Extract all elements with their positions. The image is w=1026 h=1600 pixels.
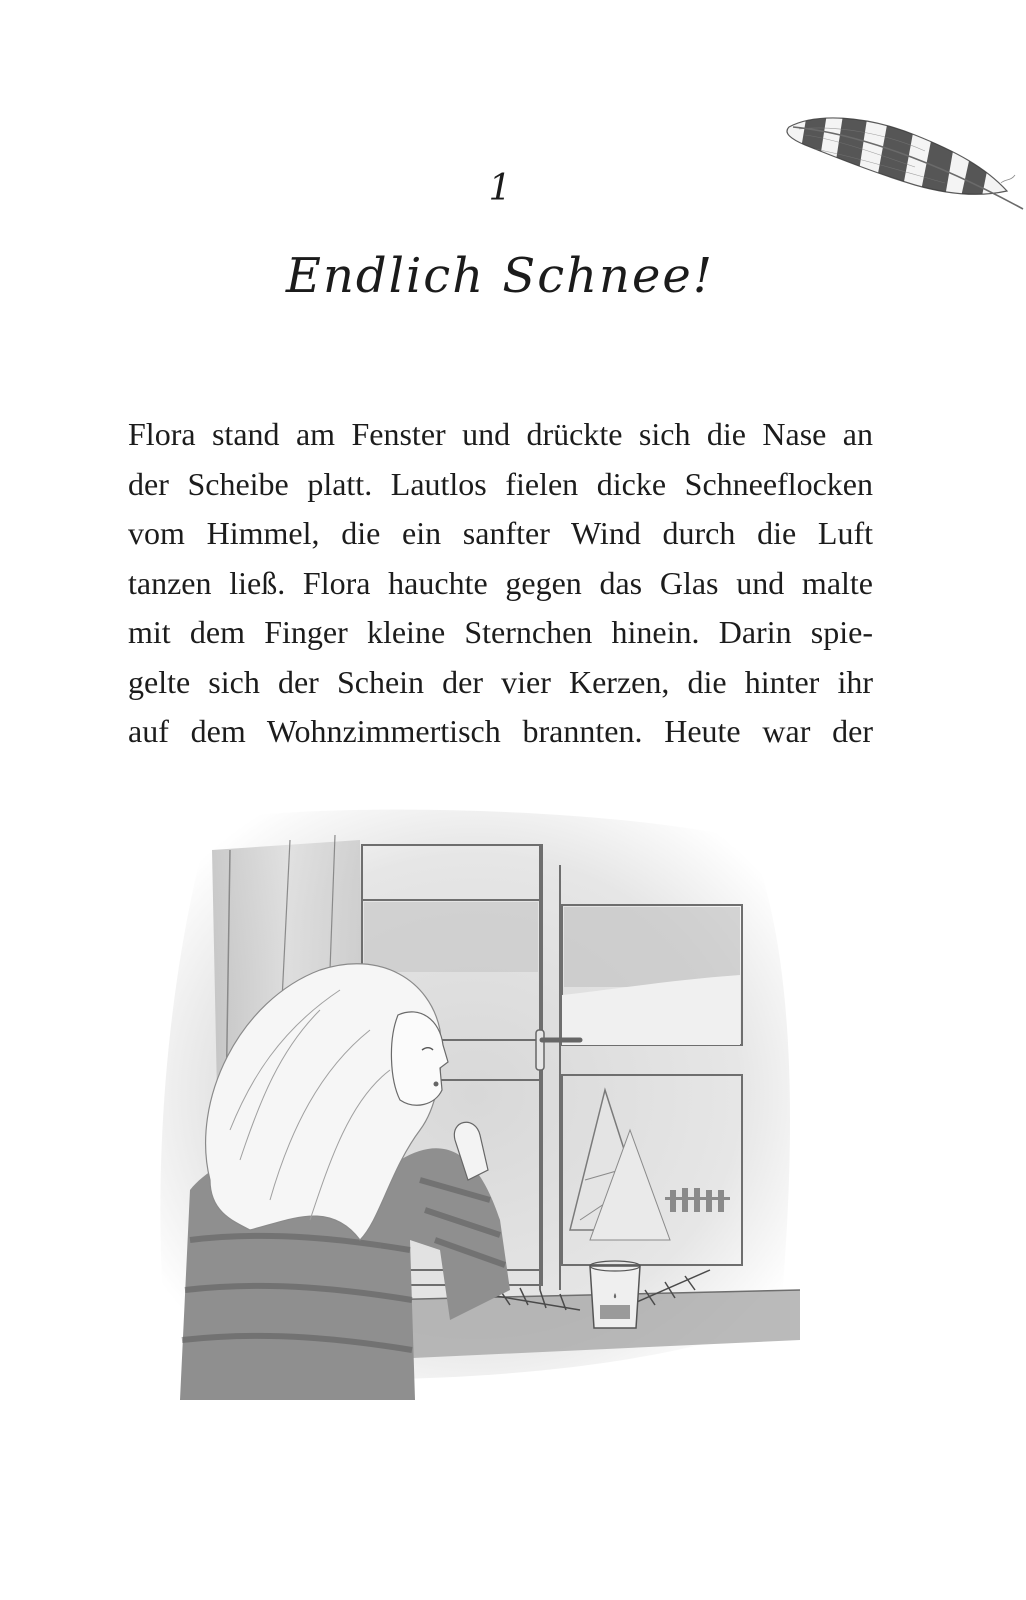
text-line: gelte sich der Schein der vier Kerzen, die hinter ihr <box>128 663 873 700</box>
chapter-title: Endlich Schnee! <box>285 248 715 304</box>
text-line: Flora stand am Fenster und drückte sich die Nase an <box>128 416 873 452</box>
text-line: der Scheibe platt. Lautlos fielen dicke Schneeflocken <box>128 465 873 502</box>
text-line: auf dem Wohnzimmertisch brannten. Heute war der <box>128 713 873 749</box>
girl-at-window-illustration <box>150 800 810 1400</box>
chapter-number: 1 <box>488 168 512 209</box>
text-line: tanzen ließ. Flora hauchte gegen das Glas und malte <box>128 564 873 601</box>
text-line: mit dem Finger kleine Sternchen hinein. Darin spie- <box>128 614 873 650</box>
body-text <box>128 410 873 757</box>
text-line: vom Himmel, die ein sanfter Wind durch die Luft <box>128 515 873 551</box>
